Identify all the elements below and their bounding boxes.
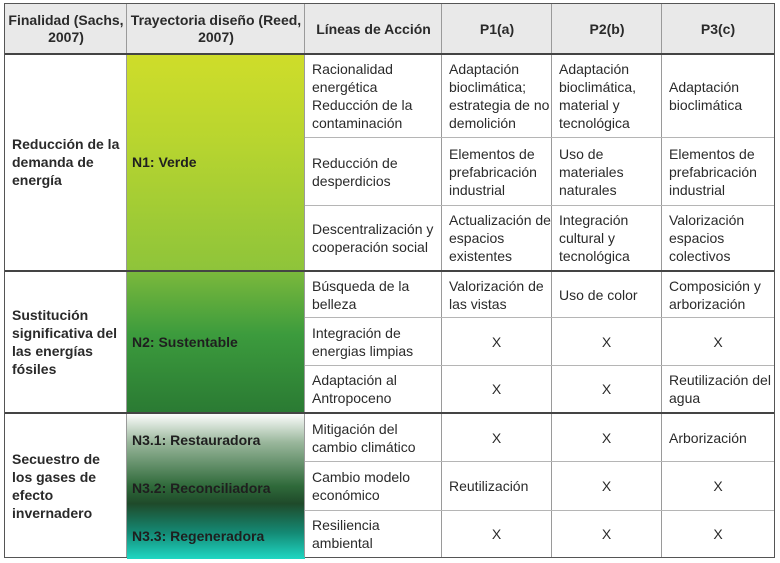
header-lineas: Líneas de Acción <box>305 4 442 54</box>
p1-row-4: Valorización de las vistas <box>449 277 544 312</box>
linea-7: Mitigación del cambio climático <box>312 420 416 455</box>
header-p1: P1(a) <box>442 4 552 54</box>
linea-8: Cambio modelo económico <box>312 469 411 503</box>
p3-row-9: X <box>713 526 723 542</box>
level-n2: N2: Sustentable <box>132 334 238 350</box>
header-finalidad: Finalidad (Sachs, 2007) <box>5 4 127 54</box>
p2-row-2: Uso de materiales naturales <box>559 145 624 198</box>
p2-row-6: X <box>601 381 612 397</box>
p1-row-2: Elementos de prefabricación industrial <box>449 145 537 198</box>
header-trayectoria: Trayectoria diseño (Reed, 2007) <box>127 4 305 54</box>
p2-row-1: Adaptación bioclimática, material y tecnológica <box>559 60 637 131</box>
linea-5: Integración de energias limpias <box>312 324 414 359</box>
p2-row-7: X <box>601 429 612 446</box>
p1-row-1: Adaptación bioclimática; estrategia de no demolición <box>449 60 550 131</box>
p3-row-5: X <box>713 333 723 350</box>
p3-row-2: Elementos de prefabricación industrial <box>669 145 757 198</box>
p2-row-5: X <box>601 333 612 350</box>
p2-row-9: X <box>601 526 612 542</box>
p2-row-4: Uso de color <box>559 286 638 303</box>
p1-row-3: Actualización de espacios existentes <box>449 212 551 264</box>
p1-row-8: Reutilización <box>449 478 529 494</box>
p3-row-1: Adaptación bioclimática <box>669 78 743 113</box>
linea-4: Búsqueda de la belleza <box>312 277 410 312</box>
p3-row-4: Composición y arborización <box>669 277 761 312</box>
p3-row-7: Arborización <box>669 429 747 446</box>
p1-row-9: X <box>491 526 502 542</box>
level-n3-3: N3.3: Regeneradora <box>132 528 265 544</box>
finalidad-3: Secuestro de los gases de efecto invernadero <box>12 451 100 521</box>
p3-row-6: Reutilización del agua <box>669 372 771 406</box>
finalidad-2: Sustitución significativa del las energías fósiles <box>12 306 118 377</box>
p1-row-6: X <box>491 381 502 397</box>
level-n3-2: N3.2: Reconciliadora <box>132 480 271 496</box>
finalidad-1: Reducción de la demanda de energía <box>12 136 120 188</box>
design-matrix-table <box>4 3 775 558</box>
p3-row-8: X <box>713 478 723 494</box>
header-p3: P3(c) <box>662 4 774 54</box>
linea-1: Racionalidad energética Reducción de la contaminación <box>312 60 413 131</box>
p2-row-3: Integración cultural y tecnológica <box>559 212 630 264</box>
p3-row-3: Valorización espacios colectivos <box>669 212 745 264</box>
level-n3-1: N3.1: Restauradora <box>132 432 261 448</box>
linea-3: Descentralización y cooperación social <box>312 221 434 255</box>
p1-row-7: X <box>491 429 502 446</box>
p2-row-8: X <box>601 478 612 494</box>
linea-9: Resiliencia ambiental <box>312 517 380 551</box>
linea-2: Reducción de desperdicios <box>312 154 398 189</box>
linea-6: Adaptación al Antropoceno <box>312 372 397 406</box>
level-n1: N1: Verde <box>132 154 197 170</box>
header-p2: P2(b) <box>552 4 662 54</box>
p1-row-5: X <box>491 333 502 350</box>
